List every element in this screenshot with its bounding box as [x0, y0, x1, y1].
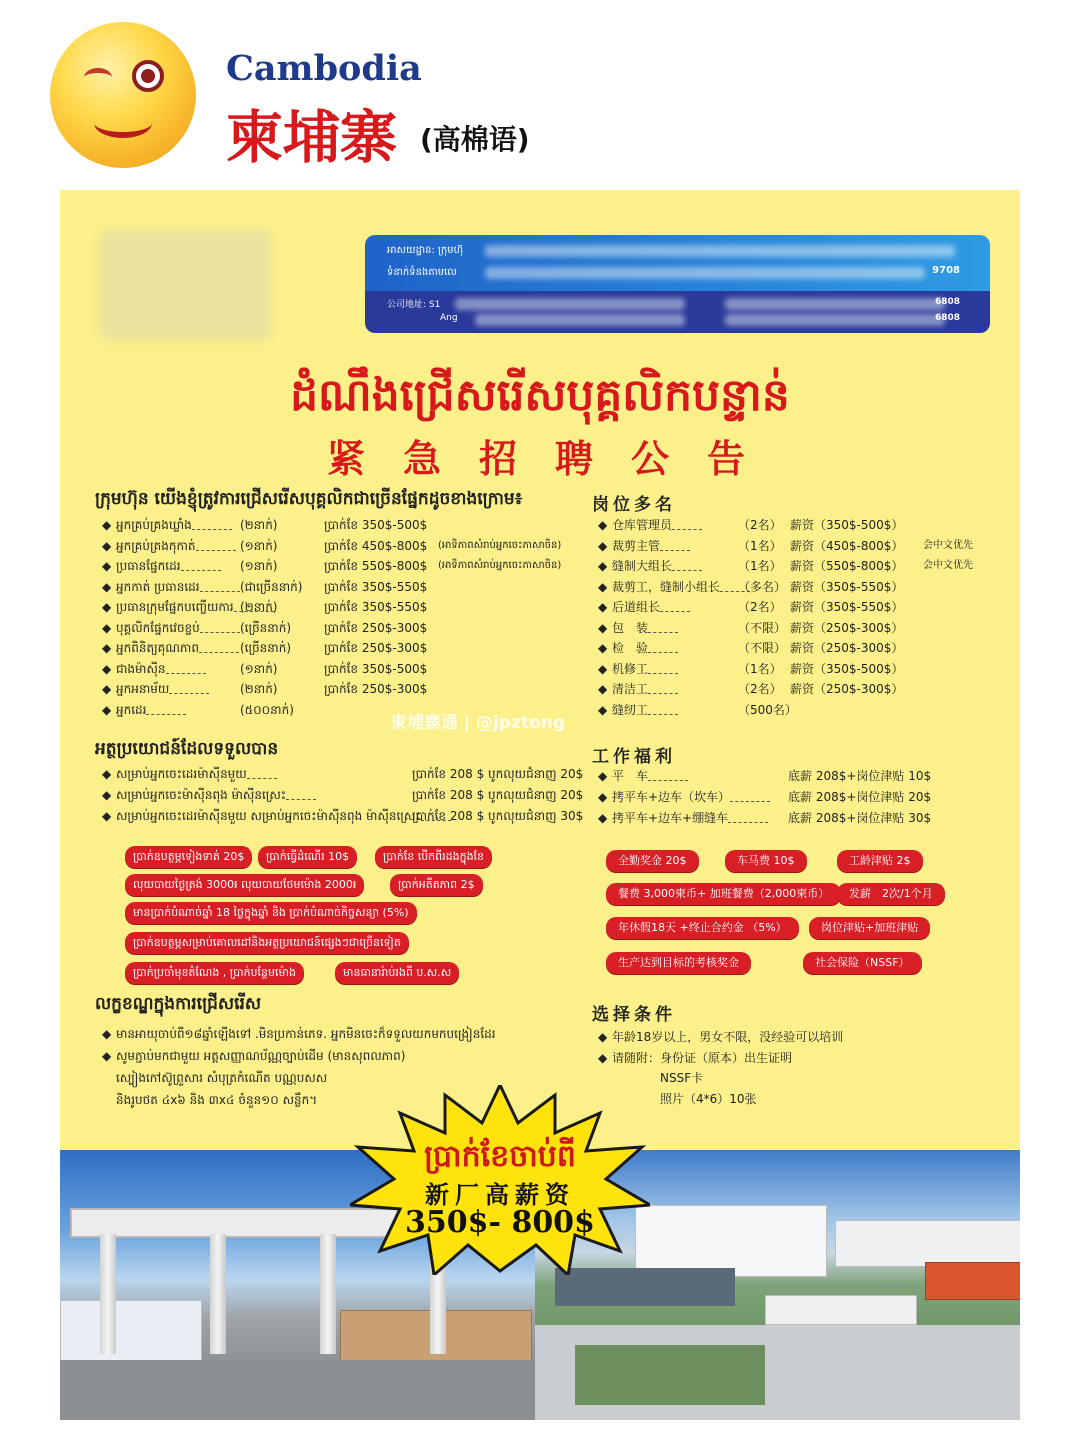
smile-mouth [94, 108, 152, 138]
benefit-row [598, 767, 932, 785]
benefit-pay: ប្រាក់ខែ 208 $ បូកលុយជំនាញ 20$ [412, 767, 584, 781]
country-name-cn: 柬埔寨 [226, 105, 397, 171]
job-pay: ប្រាក់ខែ 250$-300$ [324, 620, 428, 635]
benefit-pill: លុយបាយថ្ងៃត្រង់ 3000៛ លុយបាយថែមម៉ោង 2000៛ [125, 874, 364, 896]
bullet-icon: ◆ [598, 790, 608, 804]
requirement-text: 请随附：身份证（原本）出生证明 [612, 1050, 793, 1065]
job-pay: ប្រាក់ខែ 450$-800$ [324, 538, 428, 553]
leader-dots [660, 603, 690, 612]
job-count: (ច្រើននាក់) [240, 641, 292, 655]
jobs-cn-title: 岗位多名 [592, 495, 676, 515]
job-row [102, 639, 428, 657]
requirements-cn-title: 选择条件 [592, 1005, 676, 1025]
leader-dots [672, 521, 702, 530]
jobs-kh-title: ក្រុមហ៊ុន យើងខ្ញុំត្រូវការជ្រើសរើសបុគ្គលិកជាច្រើនផ្នែកដូចខាងក្រោម៖ [95, 489, 523, 509]
contact-banner [365, 235, 990, 333]
benefit-pay: ប្រាក់ខែ 208 $ បូកលុយជំនាញ 30$ [412, 809, 584, 823]
contact-phone-kh: ទំនាក់ទំនងតាមលេ [387, 267, 457, 278]
job-row [598, 578, 904, 596]
job-count: (២នាក់) [240, 600, 278, 614]
leader-dots [192, 521, 232, 530]
bullet-icon: ◆ [598, 811, 608, 825]
benefit-text: 拷平车+边车（坎车） [612, 790, 731, 804]
bullet-icon: ◆ [102, 579, 112, 594]
job-role: 缝纫工 [612, 702, 649, 717]
benefit-pill: 岗位津贴+加班津贴 [809, 917, 930, 939]
bullet-icon: ◆ [598, 641, 608, 655]
benefit-pay: 底薪 208$+岗位津贴 10$ [788, 769, 932, 783]
job-role: 检 验 [612, 641, 649, 655]
salary-burst-badge [350, 1085, 650, 1275]
contact-address-cn: 公司地址: S1 [387, 300, 441, 310]
job-count: （不限） [738, 641, 787, 655]
job-role: 清洁工 [612, 682, 649, 696]
leader-dots [648, 644, 678, 653]
job-pay: ប្រាក់ខែ 350$-500$ [324, 661, 428, 676]
leader-dots [660, 542, 690, 551]
bullet-icon: ◆ [598, 518, 608, 532]
bullet-icon: ◆ [598, 1050, 608, 1065]
bullet-icon: ◆ [598, 682, 608, 696]
watermark: 東埔寨通 | @jpztong [390, 713, 566, 733]
job-role: 包 装 [612, 620, 649, 635]
job-row [598, 598, 904, 616]
job-pay: 薪资（250$-300$） [790, 682, 904, 696]
country-name-en: Cambodia [226, 48, 422, 89]
job-count: （1名） [738, 538, 782, 553]
benefit-pill: 年休假18天 +终止合约金 （5%） [606, 917, 799, 939]
bullet-icon: ◆ [102, 661, 112, 676]
requirement-row [102, 1047, 405, 1065]
job-count: （多名） [738, 579, 787, 594]
bullet-icon: ◆ [598, 538, 608, 553]
bullet-icon: ◆ [598, 1030, 608, 1044]
bullet-icon: ◆ [102, 538, 112, 553]
job-row [598, 680, 904, 698]
burst-new-factory-cn: 新厂高薪资 [425, 1180, 575, 1209]
bullet-icon: ◆ [102, 1027, 112, 1041]
job-pay: 薪资（350$-550$） [790, 579, 904, 594]
job-role: អ្នកកាត់ ប្រធានដេរ [116, 579, 200, 594]
contact-phone-suffix: 9708 [932, 265, 960, 276]
leader-dots [286, 791, 316, 800]
job-pay: 薪资（350$-500$） [790, 518, 904, 532]
burst-salary-kh: ប្រាក់ខែចាប់ពី [424, 1139, 576, 1174]
benefit-pill: 发薪 2次/1个月 [837, 883, 945, 905]
job-pay: ប្រាក់ខែ 350$-550$ [324, 579, 428, 594]
requirement-text: សូមភ្ជាប់មកជាមួយ អត្តសញ្ញាណប័ណ្ណច្បាប់ដើម (មានសុពលភាព) [116, 1049, 406, 1063]
requirements-kh-title: លក្ខខណ្ឌក្នុងការជ្រើសរើស [95, 994, 262, 1014]
requirement-row [598, 1049, 792, 1067]
benefit-pay: 底薪 208$+岗位津贴 20$ [788, 790, 932, 804]
benefit-row [102, 765, 584, 783]
job-row [102, 701, 294, 719]
job-count: (១នាក់) [240, 661, 278, 676]
recruitment-poster [60, 190, 1020, 1420]
job-role: ប្រធានផ្នែកដេរ [116, 559, 181, 573]
headline-cn: 紧急招聘公告 [326, 437, 783, 481]
leader-dots [247, 770, 277, 779]
job-row [598, 537, 973, 555]
job-role: អ្នកពិនិត្យគុណភាព [116, 641, 199, 655]
benefits-kh-title: អត្ថប្រយោជន៍ដែលទទួលបាន [95, 739, 279, 759]
job-row [102, 557, 562, 575]
job-pay: ប្រាក់ខែ 350$-500$ [324, 518, 428, 532]
leader-dots [146, 706, 186, 715]
leader-dots [728, 814, 768, 823]
requirement-text: និងរូបថត ៤x៦ និង ៣x៤ ចំនួន១០ សន្លឹក។ [116, 1093, 318, 1107]
benefit-row [102, 786, 584, 804]
bullet-icon: ◆ [102, 600, 112, 614]
requirement-row [102, 1025, 496, 1043]
bullet-icon: ◆ [598, 620, 608, 635]
benefit-text: 拷平车+边车+绷缝车 [612, 811, 729, 825]
benefit-text: សម្រាប់អ្នកចេះដេរម៉ាស៊ីនមួយ [116, 767, 247, 781]
leader-dots [200, 583, 240, 592]
job-count: （2名） [738, 600, 782, 614]
job-pay: 薪资（550$-800$） [790, 559, 904, 573]
job-role: ប្រធានក្រុមផ្នែកបញ្ចើយការ [116, 600, 234, 614]
leader-dots [169, 685, 209, 694]
open-eye [132, 60, 164, 92]
job-role: 裁剪工，缝制小组长 [612, 579, 721, 594]
job-row [598, 701, 797, 719]
bullet-icon: ◆ [102, 702, 112, 717]
requirement-text: មានអាយុចាប់ពី១៨ឆ្នាំឡើងទៅ .មិនប្រកាន់ភេទ. អ្នកមិនចេះក៏ទទួលយកមកបង្រៀនដែរ [116, 1027, 496, 1041]
job-count: (ជាច្រើននាក់) [240, 579, 303, 594]
bullet-icon: ◆ [598, 661, 608, 676]
contact-phone-suffix-2: 6808 [934, 297, 960, 307]
bullet-icon: ◆ [598, 559, 608, 573]
job-note: 会中文优先 [923, 560, 973, 571]
bullet-icon: ◆ [598, 579, 608, 594]
job-row [598, 639, 904, 657]
winking-face-icon [50, 22, 196, 168]
bullet-icon: ◆ [102, 559, 112, 573]
bullet-icon: ◆ [102, 518, 112, 532]
job-role: អ្នកដេរ [116, 702, 147, 717]
benefit-text: 平 车 [612, 769, 649, 783]
job-count: (២នាក់) [240, 682, 278, 696]
job-role: អ្នកគ្រប់គ្រងឃ្លាំង [116, 518, 192, 532]
job-row [598, 516, 904, 534]
blurred-company-logo [100, 230, 270, 340]
leader-dots [648, 665, 678, 674]
requirement-row [116, 1069, 327, 1087]
job-row [598, 660, 904, 678]
bullet-icon: ◆ [102, 682, 112, 696]
contact-phone-suffix-3: 6808 [934, 313, 960, 323]
job-role: 缝制大组长 [612, 559, 673, 573]
requirement-text: 照片（4*6）10张 [660, 1091, 757, 1106]
job-count: （500名） [738, 702, 797, 717]
job-role: 后道组长 [612, 600, 661, 614]
benefit-pill: 社会保险（NSSF） [803, 952, 922, 974]
job-note: (អាទិភាពសំរាប់អ្នកចេះភាសាចិន) [438, 539, 562, 551]
contact-address-kh: អាសយដ្ឋាន: ក្រុមហ៊ុ [387, 245, 464, 256]
job-pay: 薪资（250$-300$） [790, 620, 904, 635]
requirement-row [116, 1091, 317, 1109]
bullet-icon: ◆ [102, 767, 112, 781]
leader-dots [196, 542, 236, 551]
bullet-icon: ◆ [102, 1049, 112, 1063]
job-role: 裁剪主管 [612, 538, 661, 553]
bullet-icon: ◆ [598, 600, 608, 614]
job-count: (១នាក់) [240, 559, 278, 573]
job-role: អ្នកគ្រប់គ្រងកុកាត់ [116, 538, 196, 553]
benefit-pill: មានធានារ៉ាប់រងពី ប.ស.ស [335, 962, 459, 984]
benefit-pill: ប្រាក់អតីតភាព 2$ [390, 874, 483, 896]
job-pay: 薪资（350$-550$） [790, 600, 904, 614]
bullet-icon: ◆ [102, 620, 112, 635]
benefit-pill: ប្រាក់ឧបត្ថម្ភសម្រាប់គោលដៅនិងអត្ថប្រយោជន៍ផ្សេងៗជាច្រើនទៀត [125, 932, 409, 954]
job-pay: 薪资（450$-800$） [790, 538, 904, 553]
job-count: （2名） [738, 518, 782, 532]
leader-dots [199, 644, 239, 653]
job-count: （2名） [738, 682, 782, 696]
bullet-icon: ◆ [598, 702, 608, 717]
benefit-pill: 全勤奖金 20$ [606, 850, 699, 872]
benefit-pay: 底薪 208$+岗位津贴 30$ [788, 811, 932, 825]
job-note: 会中文优先 [923, 539, 973, 551]
benefit-text: សម្រាប់អ្នកចេះម៉ាស៊ីនពុង ម៉ាស៊ីនស្រេះ [116, 788, 287, 802]
job-row [598, 619, 904, 637]
headline-kh: ដំណឹងជ្រើសរើសបុគ្គលិកបន្ទាន់ [290, 370, 790, 421]
job-pay: ប្រាក់ខែ 350$-550$ [324, 600, 428, 614]
job-count: (២នាក់) [240, 518, 278, 532]
requirement-row [660, 1069, 703, 1087]
job-row [102, 578, 428, 596]
bullet-icon: ◆ [102, 809, 112, 823]
job-role: អ្នកអនាម័យ [116, 682, 170, 696]
benefit-pill: ប្រាក់ធ្វើដំណើរ 10$ [258, 846, 357, 868]
benefit-row [598, 809, 932, 827]
leader-dots [648, 772, 688, 781]
benefit-pill: ប្រាក់ប្រចាំមុខតំណែង , ប្រាក់បន្ថែមម៉ោង [125, 962, 304, 984]
requirement-text: NSSF卡 [660, 1071, 704, 1085]
requirement-text: 年龄18岁以上，男女不限，没经验可以培训 [612, 1030, 844, 1044]
leader-dots [648, 624, 678, 633]
leader-dots [166, 665, 206, 674]
job-pay: 薪资（350$-500$） [790, 661, 904, 676]
benefit-pill: 餐费 3,000柬币+ 加班餐费（2,000柬币） [606, 883, 841, 905]
job-row [102, 619, 428, 637]
job-row [102, 660, 428, 678]
requirement-row [660, 1090, 757, 1108]
job-note: (អាទិភាពសំរាប់អ្នកចេះភាសាចិន) [438, 560, 562, 571]
job-count: （1名） [738, 559, 782, 573]
benefit-pill: 生产达到目标的考核奖金 [606, 952, 751, 974]
benefits-cn-title: 工作福利 [592, 747, 676, 767]
job-pay: ប្រាក់ខែ 250$-300$ [324, 682, 428, 696]
job-pay: ប្រាក់ខែ 550$-800$ [324, 559, 428, 573]
benefit-pill: ប្រាក់ឧបត្ថម្ភទៀងទាត់ 20$ [125, 846, 252, 868]
leader-dots [200, 624, 240, 633]
leader-dots [730, 793, 770, 802]
bullet-icon: ◆ [102, 788, 112, 802]
bullet-icon: ◆ [598, 769, 608, 783]
leader-dots [648, 706, 678, 715]
job-row [598, 557, 973, 575]
job-role: ជាងម៉ាស៊ីន [116, 661, 166, 676]
bullet-icon: ◆ [102, 641, 112, 655]
job-pay: 薪资（250$-300$） [790, 641, 904, 655]
job-count: (ច្រើននាក់) [240, 620, 292, 635]
job-pay: ប្រាក់ខែ 250$-300$ [324, 641, 428, 655]
job-row [102, 598, 428, 616]
burst-salary-range: 350$- 800$ [405, 1205, 595, 1240]
contact-address-2: Ang [440, 313, 458, 323]
benefit-row [102, 807, 584, 825]
requirement-row [598, 1028, 843, 1046]
leader-dots [648, 685, 678, 694]
leader-dots [672, 562, 702, 571]
job-count: (៥០០នាក់) [240, 702, 294, 717]
benefit-pill: 车马费 10$ [725, 850, 807, 872]
job-role: 仓库管理员 [612, 518, 673, 532]
benefit-pill: មានប្រាក់បំណាច់ឆ្នាំ 18 ថ្ងៃក្នុងឆ្នាំ និង ប្រាក់បំណាច់កិច្ចសន្យា (5%) [125, 902, 417, 924]
job-count: (១នាក់) [240, 538, 278, 553]
job-count: （不限） [738, 620, 787, 635]
requirement-text: ស្បៀងកៅស៊ូព្រួសារ សំបុត្រកំណើត បណ្ណបសស [116, 1071, 328, 1085]
job-role: 机修工 [612, 661, 649, 676]
benefit-row [598, 788, 932, 806]
benefit-pay: ប្រាក់ខែ 208 $ បូកលុយជំនាញ 20$ [412, 788, 584, 802]
leader-dots [181, 562, 221, 571]
job-row [102, 680, 428, 698]
wink-eye [84, 68, 112, 87]
job-role: បុគ្គលិកផ្នែកវេចខ្ចប់ [116, 620, 200, 635]
job-row [102, 537, 562, 555]
page-header [0, 0, 1080, 190]
job-row [102, 516, 428, 534]
language-label: (高棉语) [420, 123, 530, 156]
job-count: （1名） [738, 661, 782, 676]
benefit-pill: ប្រាក់ខែ បើកពីរដងក្នុងខែ [375, 846, 492, 868]
benefit-pill: 工龄津贴 2$ [837, 850, 923, 872]
benefit-text: សម្រាប់អ្នកចេះដេរម៉ាស៊ីនមួយ សម្រាប់អ្នកចេះម៉ាស៊ីនពុង ម៉ាស៊ីនស្រេះ [116, 809, 421, 823]
